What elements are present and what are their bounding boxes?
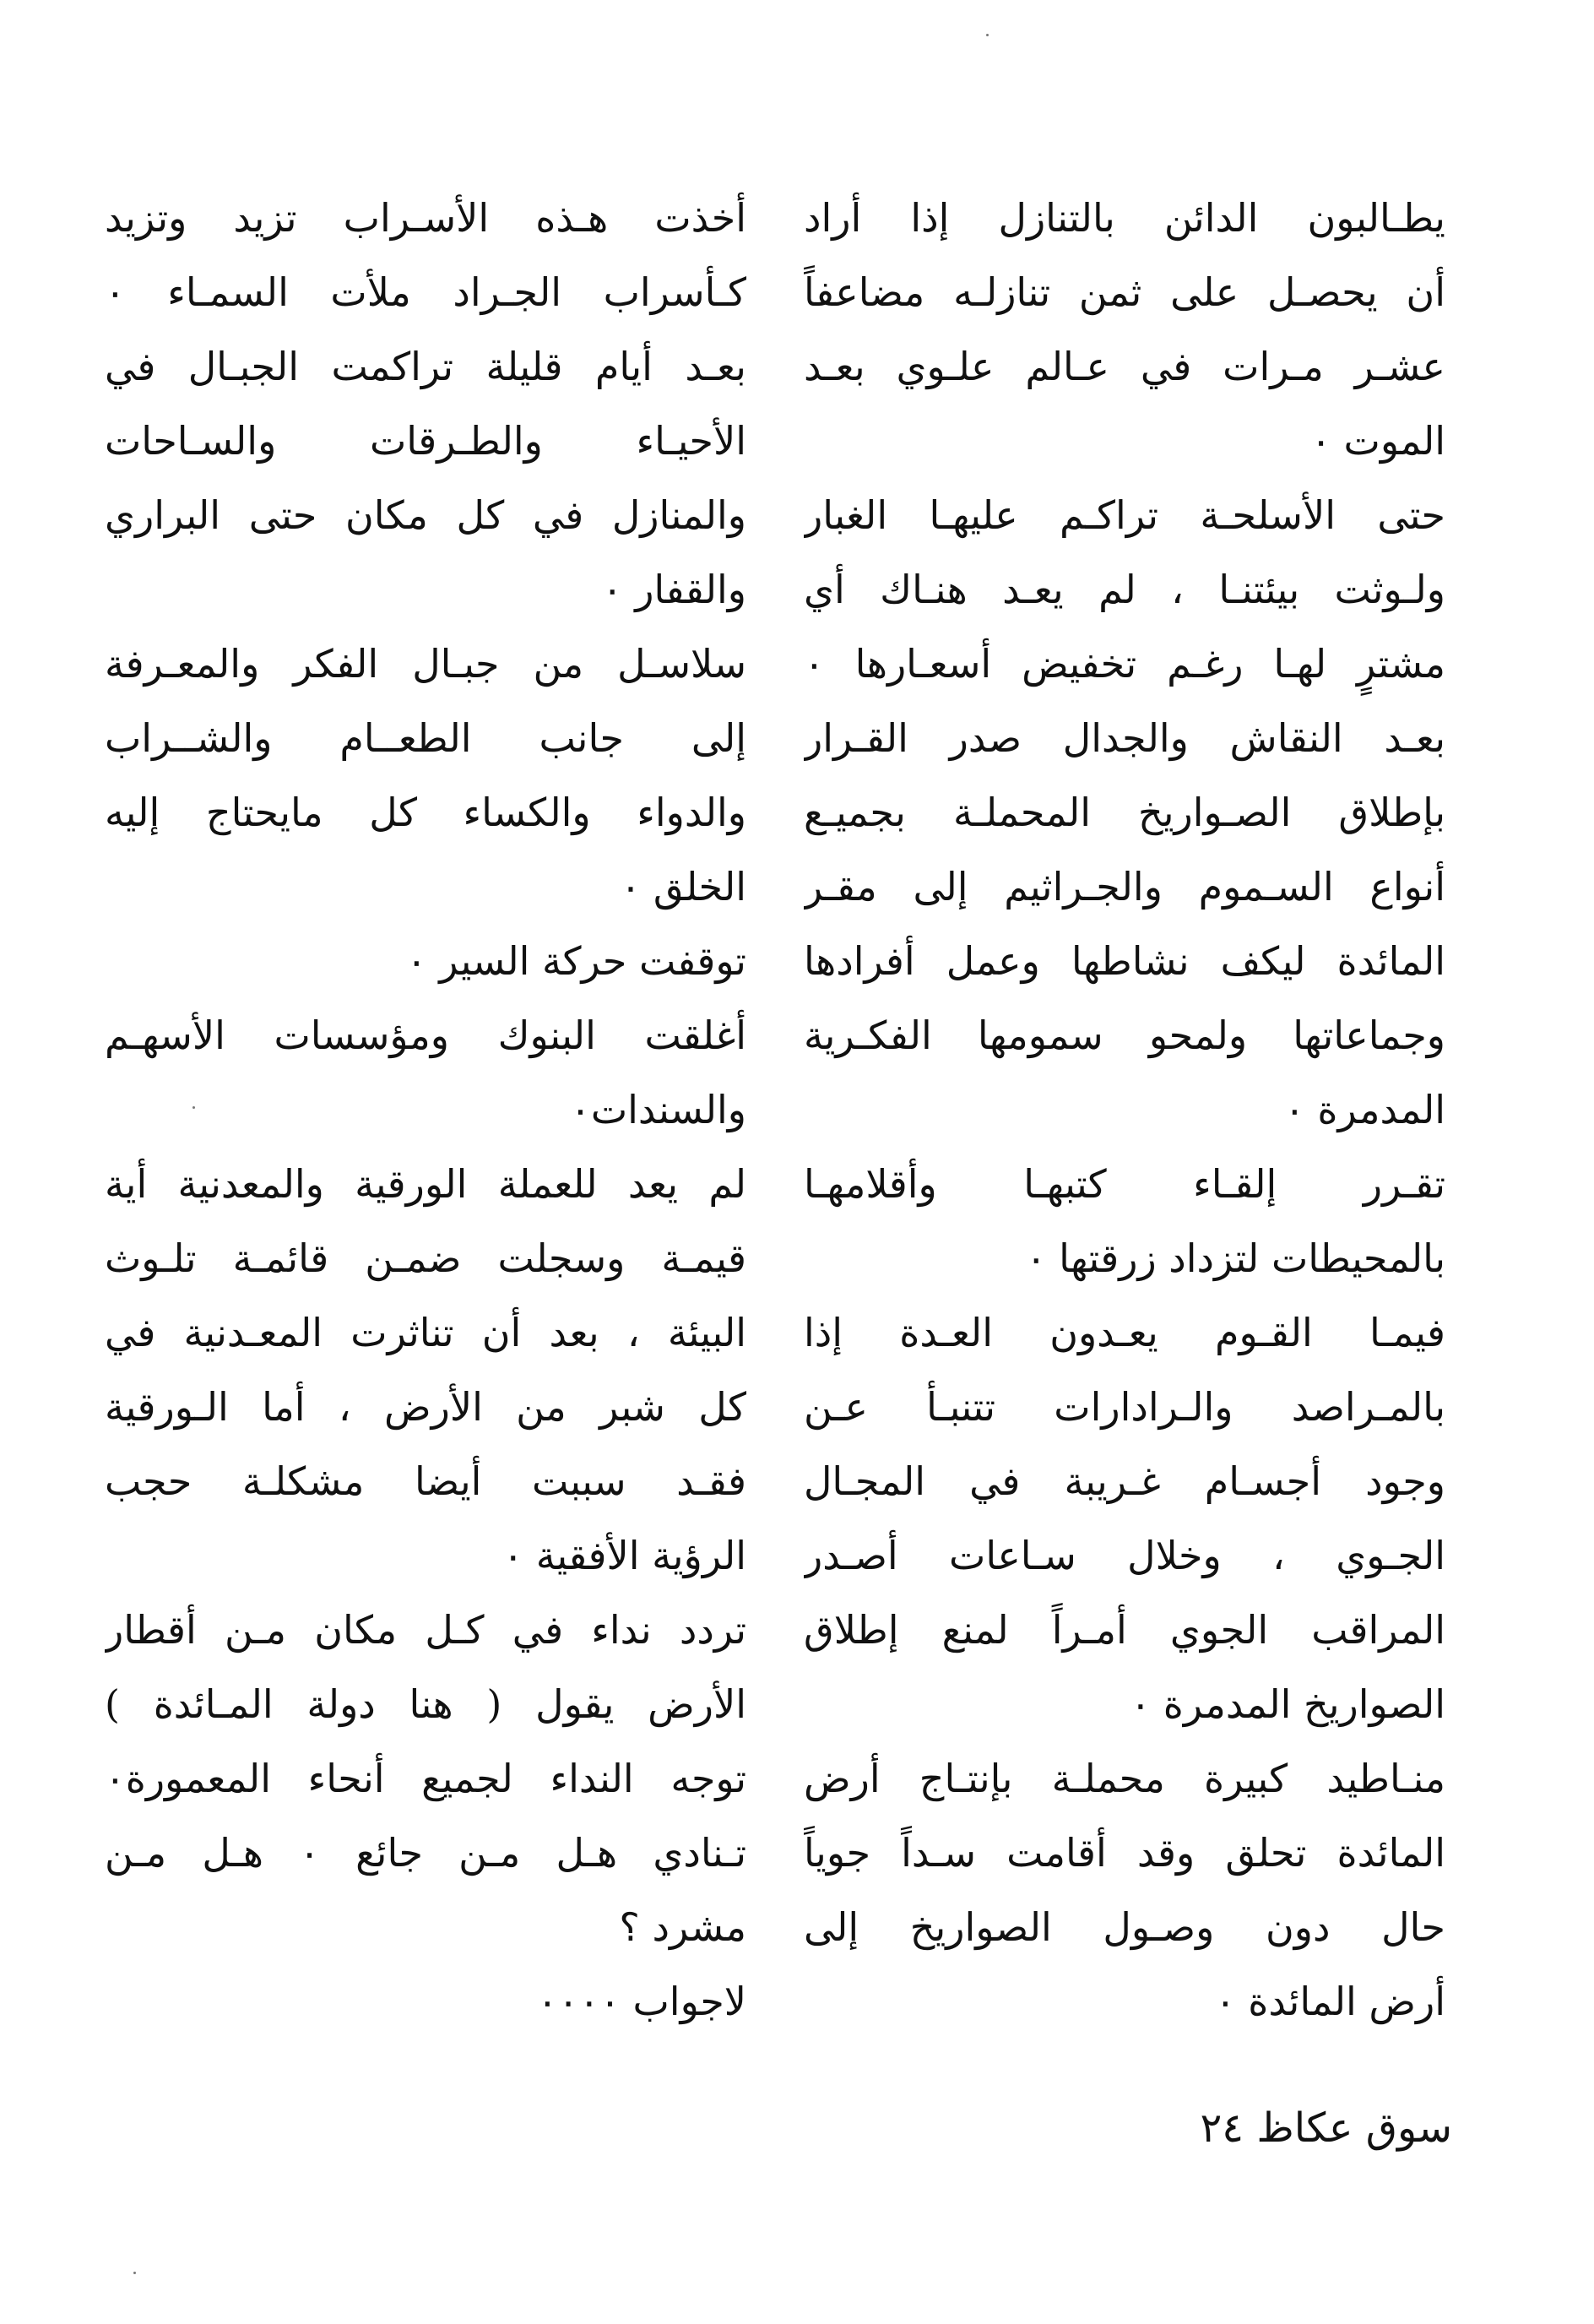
right-column-line: فيمـا القـوم يعـدون العـدة إذا — [804, 1310, 1445, 1355]
right-column — [804, 181, 1445, 2039]
left-column-line: والدواء والكساء كل مايحتاج إليه — [105, 790, 746, 835]
left-column-line: توجه النداء لجميع أنحاء المعمورة٠ — [105, 1756, 746, 1801]
left-column-line: توقفت حركة السير ٠ — [405, 938, 746, 984]
left-column-line: كـأسراب الجـراد ملأت السمـاء ٠ — [105, 269, 746, 315]
right-column-line: ولـوثت بيئتنـا ، لم يعـد هنـاك أي — [804, 567, 1445, 612]
right-column-line: بالمحيطات لتزداد زرقتها ٠ — [1025, 1235, 1445, 1281]
left-column-line: بعـد أيام قليلة تراكمت الجبـال في — [105, 344, 746, 389]
left-column-line: أخذت هـذه الأسـراب تزيد وتزيد — [105, 195, 746, 241]
page-footer — [1098, 2094, 1452, 2162]
page-number: ٢٤ — [1200, 2104, 1244, 2152]
right-column-line: يطـالبون الدائن بالتنازل إذا أراد — [804, 195, 1445, 241]
left-column-line: الرؤية الأفقية ٠ — [502, 1533, 746, 1578]
right-column-line: بالمـراصد والـرادارات تتنبـأ عـن — [804, 1384, 1445, 1430]
right-column-line: عشـر مـرات في عـالم علـوي بعـد — [804, 344, 1445, 389]
right-column-line: المائدة تحلق وقد أقامت سـداً جوياً — [804, 1830, 1445, 1876]
right-column-line: المراقب الجوي أمـراً لمنع إطلاق — [804, 1607, 1445, 1653]
scan-speck — [192, 1106, 195, 1109]
right-column-line: بإطلاق الصـواريخ المحملـة بجميـع — [804, 790, 1445, 835]
left-column-line: تردد نداء في كـل مكان مـن أقطار — [105, 1607, 746, 1653]
right-column-line: منـاطيد كبيرة محملـة بإنتـاج أرض — [804, 1756, 1445, 1801]
right-column-line: المدمرة ٠ — [1284, 1087, 1445, 1132]
left-column-line: كل شبر من الأرض ، أما الـورقية — [105, 1384, 746, 1430]
right-column-line: أن يحصـل على ثمن تنازلـه مضاعفاً — [804, 269, 1445, 315]
left-column-line: قيمـة وسجلت ضمـن قائمـة تلـوث — [105, 1235, 746, 1281]
right-column-line: الموت ٠ — [1310, 418, 1445, 464]
left-column-line: أغلقت البنوك ومؤسسات الأسهـم — [105, 1013, 746, 1058]
right-column-line: الجـوي ، وخلال سـاعات أصـدر — [804, 1533, 1445, 1578]
right-column-line: حال دون وصـول الصواريخ إلى — [804, 1904, 1445, 1950]
left-column-line: فقـد سببت أيضا مشكلـة حجب — [105, 1458, 746, 1504]
right-column-line: حتى الأسلحـة تراكـم عليهـا الغبار — [804, 492, 1445, 538]
right-column-line: المائدة ليكف نشاطها وعمل أفرادها — [804, 938, 1445, 984]
left-column-line: لاجواب ٠٠٠٠ — [537, 1979, 746, 2024]
right-column-line: الصواريخ المدمرة ٠ — [1130, 1681, 1445, 1727]
left-column-line: إلى جانب الطعــام والشــراب — [105, 715, 746, 761]
left-column-line: سلاسـل من جبـال الفكر والمعـرفة — [105, 641, 746, 687]
left-column-line: والمنازل في كل مكان حتى البراري — [105, 492, 746, 538]
right-column-line: أرض المائدة ٠ — [1214, 1979, 1445, 2024]
left-column-line: والسندات٠ — [570, 1087, 746, 1132]
scan-speck — [133, 2272, 136, 2274]
left-column-line: الأرض يقول ( هنا دولة المـائدة ) — [105, 1681, 746, 1727]
left-column-line: مشرد ؟ — [619, 1904, 746, 1950]
right-column-line: مشترٍ لهـا رغـم تخفيض أسعـارها ٠ — [804, 641, 1445, 687]
left-column-line: لم يعد للعملة الورقية والمعدنية أية — [105, 1161, 746, 1207]
left-column-line: والقفار ٠ — [601, 567, 746, 612]
right-column-line: بعـد النقاش والجدال صدر القـرار — [804, 715, 1445, 761]
scan-speck — [986, 34, 989, 36]
left-column-line: الخلق ٠ — [620, 864, 746, 910]
footer-title: سوق عكاظ — [1256, 2104, 1452, 2152]
right-column-line: تقـرر إلقـاء كتبهـا وأقلامهـا — [804, 1161, 1445, 1207]
left-column — [105, 181, 746, 2039]
left-column-line: تـنادي هـل مـن جائع ٠ هـل مـن — [105, 1830, 746, 1876]
right-column-line: وجماعاتها ولمحو سمومها الفكـرية — [804, 1013, 1445, 1058]
right-column-line: وجود أجسـام غـريبة في المجـال — [804, 1458, 1445, 1504]
left-column-line: الأحيـاء والطـرقات والسـاحات — [105, 418, 746, 464]
right-column-line: أنواع السـموم والجـراثيم إلى مقـر — [804, 864, 1445, 910]
left-column-line: البيئة ، بعد أن تناثرت المعـدنية في — [105, 1310, 746, 1355]
